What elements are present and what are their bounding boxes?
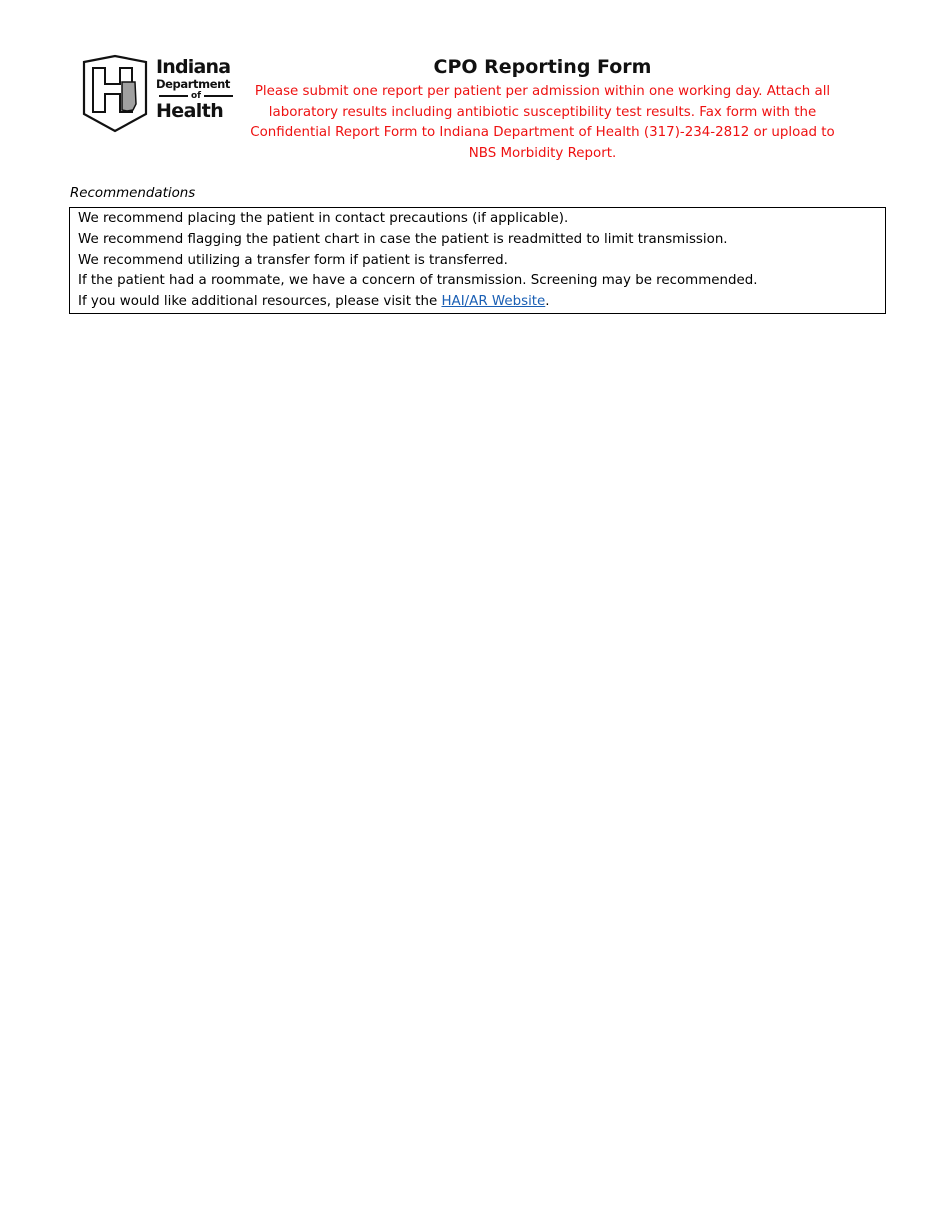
page-title: CPO Reporting Form <box>433 56 652 78</box>
logo-rule-right <box>204 95 233 97</box>
recommendation-item: We recommend utilizing a transfer form if patient is transferred. <box>78 252 508 268</box>
logo-line-health: Health <box>156 99 224 122</box>
resources-prefix: If you would like additional resources, please visit the <box>78 294 442 310</box>
logo-of-text: of <box>190 90 202 101</box>
recommendation-item: If the patient had a roommate, we have a concern of transmission. Screening may be recommended. <box>78 273 758 289</box>
recommendations-label: Recommendations <box>70 186 196 201</box>
indiana-health-shield-icon <box>80 54 150 134</box>
recommendation-item: We recommend placing the patient in contact precautions (if applicable). <box>78 211 569 226</box>
resources-line <box>70 292 885 313</box>
hai-ar-website-link[interactable]: HAI/AR Website <box>441 294 546 310</box>
indiana-department-of-health-logo <box>80 54 235 134</box>
logo-line-department: Department <box>156 77 230 91</box>
logo-wordmark <box>156 58 236 121</box>
logo-line-indiana: Indiana <box>156 56 231 78</box>
recommendations-box <box>69 207 886 314</box>
submission-instructions: Please submit one report per patient per admission within one working day. Attach all laboratory results including antibiotic susceptibility test results. Fax form with the Confidential Report Form to Indiana Department of Health (317)-234-2812 or upload to NBS Morbidity Report. <box>250 84 835 161</box>
recommendation-item: We recommend flagging the patient chart in case the patient is readmitted to limit transmission. <box>78 231 728 247</box>
resources-suffix: . <box>545 294 550 310</box>
logo-rule-left <box>159 95 188 97</box>
